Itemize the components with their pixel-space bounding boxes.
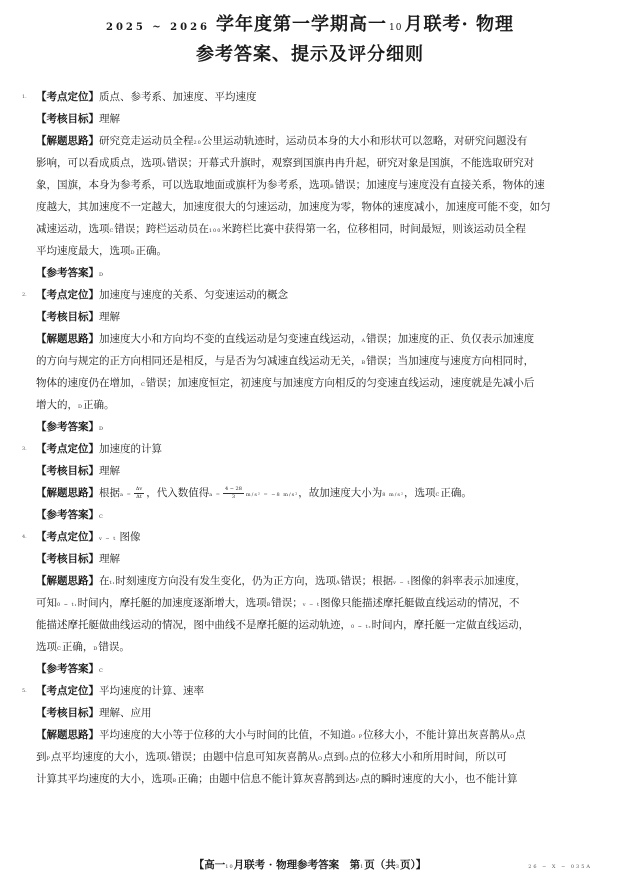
q2-silu-line: 物体的速度仍在增加，C错误；加速度恒定，初速度与加速度方向相反的匀变速直线运动，速度就是先减小后	[36, 377, 535, 389]
q1-silu-line: 象，国旗，本身为参考系，可以选取地面或旗杆为参考系，选项B错误；加速度与速度没有直接关系，物体的速	[36, 179, 545, 191]
q3-dingwei: 3. 【考点定位】加速度的计算	[22, 438, 604, 460]
q1-silu-line: 平均速度最大，选项D正确。	[36, 245, 168, 257]
q4-silu-line: 能描述摩托艇做曲线运动的情况，图中曲线不是摩托艇的运动轨迹，0 ~ t₂时间内，摩托艇一定做直线运动，	[36, 619, 530, 631]
q2-dingwei: 2. 【考点定位】加速度与速度的关系、匀变速运动的概念	[22, 284, 604, 306]
q5-silu-line: 到P点平均速度的大小，选项A错误；由题中信息可知灰喜鹊从O点到Q点的位移大小和所用时间，所以可	[36, 751, 507, 763]
question-number: 4.	[22, 534, 27, 540]
q2-silu-line: 【解题思路】加速度大小和方向均不变的直线运动是匀变速直线运动，A错误；加速度的正、负仅表示加速度	[36, 333, 535, 345]
fraction-value: $\frac{4 - 28}{3}$	[224, 485, 242, 500]
q4-mubiao: 【考核目标】理解	[36, 553, 120, 565]
q2-silu-line: 的方向与规定的正方向相同还是相反，与是否为匀减速直线运动无关，B错误；当加速度与速度方向相同时，	[36, 355, 535, 367]
q4-silu-line: 选项C正确，D错误。	[36, 641, 130, 653]
q2-answer: 【参考答案】D	[36, 421, 105, 433]
q2-mubiao: 【考核目标】理解	[36, 311, 120, 323]
q1-dingwei: 1. 【考点定位】质点、参考系、加速度、平均速度	[22, 86, 604, 108]
q5-dingwei: 5. 【考点定位】平均速度的计算、速率	[22, 680, 604, 702]
q1-mubiao: 【考核目标】理解	[36, 113, 120, 125]
q4-silu-line: 可知0 ~ t₁时间内，摩托艇的加速度逐渐增大，选项B错误；v − t图像只能描述摩托艇做直线运动的情况，不	[36, 597, 520, 609]
q5-mubiao: 【考核目标】理解、应用	[36, 707, 152, 719]
q2-silu-line: 增大的，D正确。	[36, 399, 115, 411]
q1-silu-line: 【解题思路】研究竞走运动员全程20公里运动轨迹时，运动员本身的大小和形状可以忽略，对研究问题没有	[36, 135, 528, 147]
q4-silu-line: 【解题思路】在t₁时刻速度方向没有发生变化，仍为正方向，选项A错误；根据v − t图像的斜率表示加速度，	[36, 575, 526, 587]
q3-mubiao: 【考核目标】理解	[36, 465, 120, 477]
fraction-dv-dt: $\frac{\Delta v}{\Delta t}$	[135, 485, 143, 500]
title-part-a: 学年度第一学期高一	[216, 14, 387, 35]
q1-silu-line: 影响，可以看成质点，选项A错误；开幕式升旗时，观察到国旗冉冉升起，研究对象是国旗，不能选取研究对	[36, 157, 535, 169]
question-number: 2.	[22, 292, 27, 298]
school-year: 2025 ~ 2026	[105, 22, 210, 33]
question-number: 3.	[22, 446, 27, 452]
page-subtitle: 参考答案、提示及评分细则	[196, 44, 424, 65]
q4-dingwei: 4. 【考点定位】v − t 图像	[22, 526, 604, 548]
question-number: 5.	[22, 688, 27, 694]
q4-answer: 【参考答案】C	[36, 663, 104, 675]
paper-code: 26 − X − 035A	[528, 864, 592, 870]
q1-answer: 【参考答案】D	[36, 267, 105, 279]
footer-text: 【高一10月联考 · 物理参考答案 第1页（共3页）】	[193, 859, 427, 871]
q1-silu-line: 度越大，其加速度不一定越大，加速度很大的匀速运动，加速度为零，物体的速度减小，加速度可能不变，如匀	[36, 201, 551, 213]
title-part-b: 月联考· 物理	[404, 14, 514, 35]
q5-silu-line: 计算其平均速度的大小，选项B正确；由题中信息不能计算灰喜鹊到达P点的瞬时速度的大小，也不能计算	[36, 773, 518, 785]
q3-silu-line: 【解题思路】根据a = $\frac{\Delta v}{\Delta t}$ ，代入数值得a = $\frac{4 - 28}{3}$ m/s² = −8 m/s²，故加速度大小为8 m/s²，选项C正确。	[36, 485, 472, 500]
q1-silu-line: 减速运动，选项C错误；跨栏运动员在100米跨栏比赛中获得第一名，位移相同，时间最短，则该运动员全程	[36, 223, 526, 235]
q5-silu-line: 【解题思路】平均速度的大小等于位移的大小与时间的比值，不知道O P位移大小，不能计算出灰喜鹊从O点	[36, 729, 526, 741]
page-title	[0, 10, 620, 36]
title-month: 10	[389, 23, 403, 33]
q3-answer: 【参考答案】C	[36, 509, 104, 521]
question-number: 1.	[22, 94, 27, 100]
answer-content	[22, 86, 604, 790]
